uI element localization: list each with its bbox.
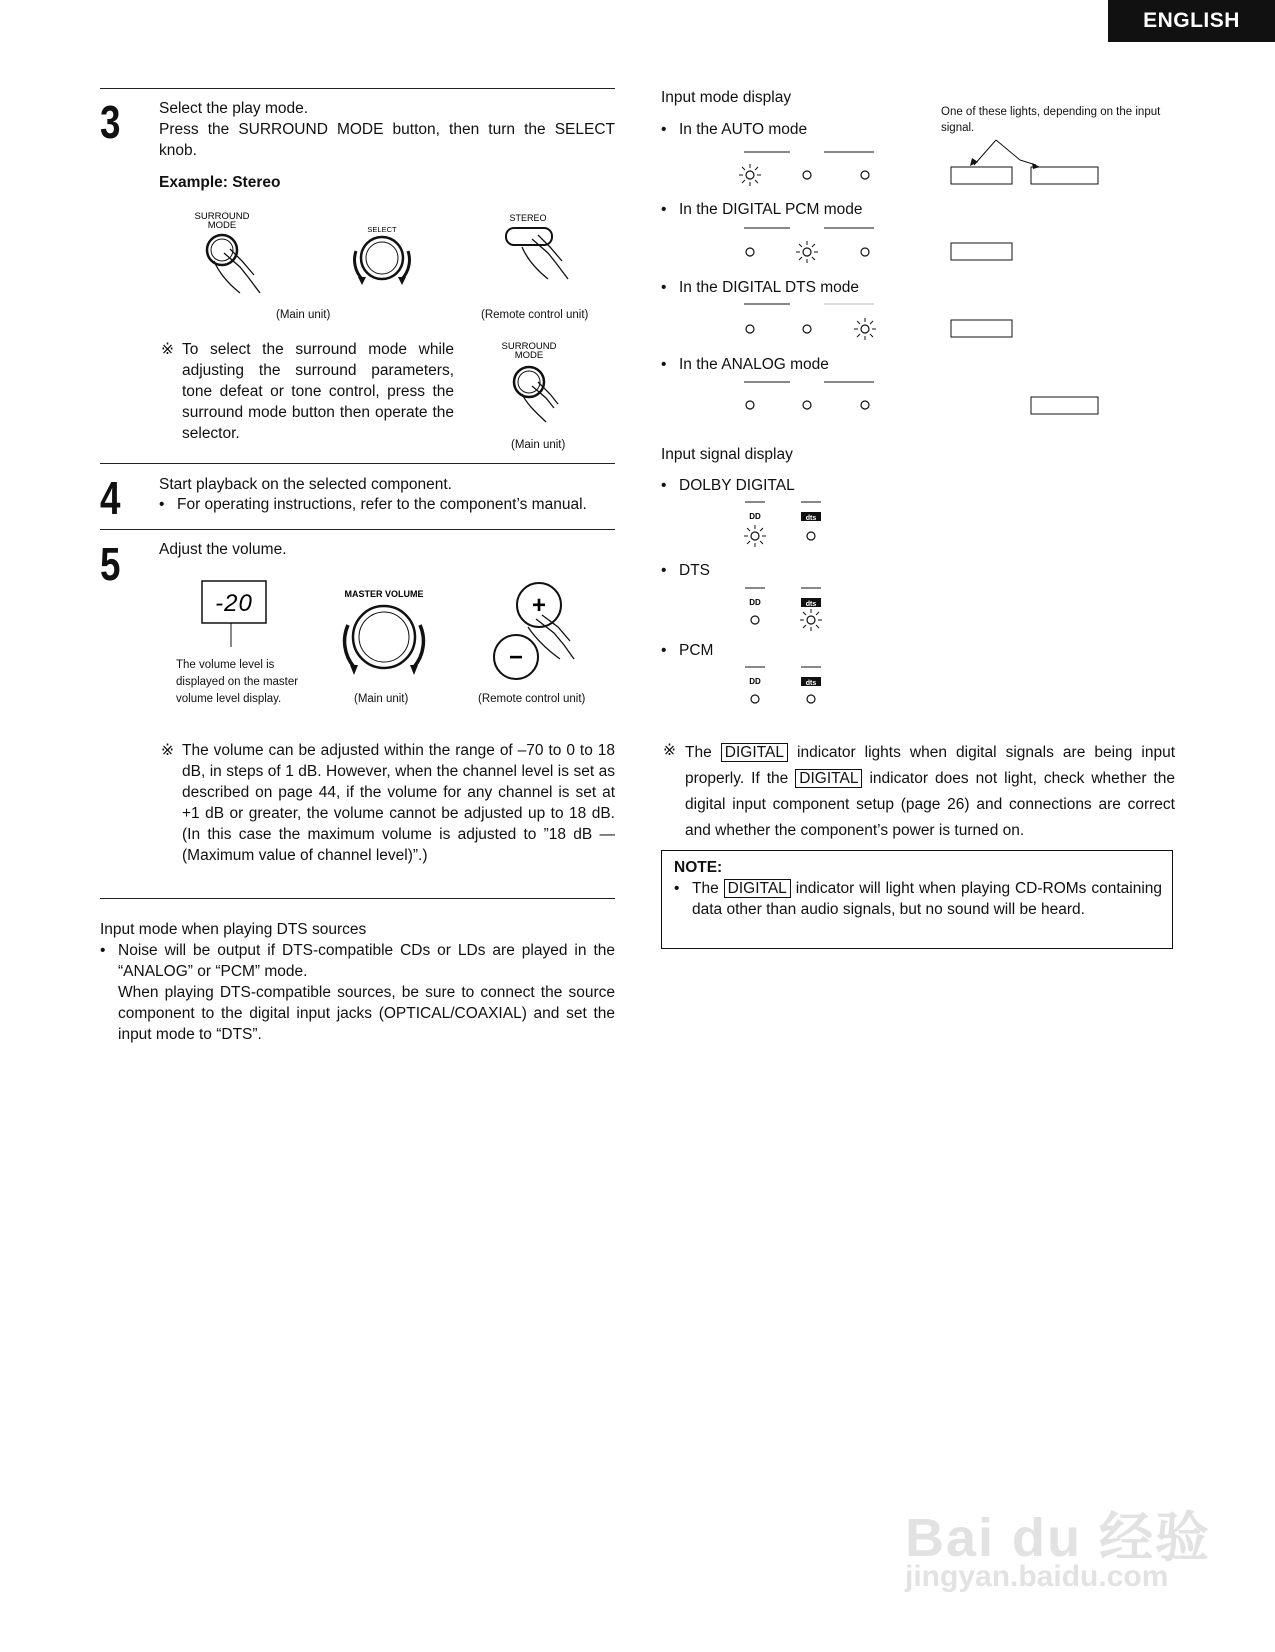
note-text — [692, 878, 1162, 920]
indicator-off — [803, 171, 811, 179]
hand-icon — [214, 249, 260, 293]
step-4-number: 4 — [100, 472, 121, 524]
volume-display-caption: The volume level is displayed on the master volume level display. — [176, 659, 299, 705]
svg-text:dts: dts — [805, 680, 817, 687]
digital-indicator: DIGITAL — [724, 879, 791, 898]
dts-bullet: Noise will be output if DTS-compatible CDs or LDs are played in the “ANALOG” or “PCM” mode. — [118, 942, 615, 980]
bullet-dot: • — [100, 942, 106, 959]
select-label: SELECT — [367, 225, 397, 234]
step-3-number: 3 — [100, 96, 121, 148]
step-5-instruction: Adjust the volume. — [159, 541, 287, 558]
indicator-off — [751, 695, 759, 703]
dolby-icon: DD — [749, 512, 761, 521]
select-knob — [361, 237, 403, 279]
indicator-lit — [744, 525, 766, 547]
caption-remote-unit: (Remote control unit) — [481, 309, 589, 321]
indicator-off — [803, 325, 811, 333]
caption-main-unit: (Main unit) — [276, 309, 331, 321]
indicator-off — [746, 401, 754, 409]
dolby-icon: DD — [749, 677, 761, 686]
surround-label-2: MODE — [514, 350, 544, 361]
bullet-dot: • — [674, 880, 680, 897]
bullet-dot: • — [661, 642, 667, 659]
caption-main-unit: (Main unit) — [354, 693, 409, 705]
indicator-box — [1031, 397, 1098, 414]
indicator-off — [861, 401, 869, 409]
input-signal-heading: Input signal display — [661, 446, 793, 463]
signal-dolby-label: DOLBY DIGITAL — [679, 477, 795, 494]
minus-icon: − — [508, 644, 524, 671]
bullet-dot: • — [661, 562, 667, 579]
note-title: NOTE: — [674, 859, 723, 876]
note-mark: ※ — [161, 742, 174, 759]
mode-analog-label: In the ANALOG mode — [679, 356, 829, 373]
bullet-dot: • — [661, 279, 667, 296]
indicator-off — [807, 695, 815, 703]
divider — [100, 529, 615, 530]
step-4-instruction: Start playback on the selected component. — [159, 476, 452, 493]
bullet-dot: • — [159, 496, 165, 513]
svg-text:dts: dts — [805, 601, 817, 608]
stereo-label: STEREO — [509, 213, 547, 223]
input-signal-indicators — [735, 495, 835, 710]
bullet-dot: • — [661, 356, 667, 373]
surround-label-1: SURROUND — [194, 211, 250, 222]
note-text-p1: The — [692, 880, 719, 897]
indicator-off — [746, 325, 754, 333]
hand-icon — [528, 615, 574, 659]
svg-text:dts: dts — [805, 515, 817, 522]
digital-note-p1: The — [685, 744, 712, 761]
step-3-note: To select the surround mode while adjusting the surround parameters, tone defeat or tone control, press the surround mode button then operate the selector. — [182, 341, 454, 442]
surround-label-1: SURROUND — [501, 341, 557, 352]
step-3-detail: Press the SURROUND MODE button, then turn the SELECT knob. — [159, 121, 615, 159]
step-5-number: 5 — [100, 538, 121, 590]
caption-main-unit: (Main unit) — [511, 439, 566, 451]
note-mark: ※ — [161, 341, 174, 358]
mode-pcm-label: In the DIGITAL PCM mode — [679, 201, 863, 218]
divider — [100, 463, 615, 464]
hand-icon — [522, 382, 558, 422]
language-tab: ENGLISH — [1108, 0, 1275, 42]
indicator-lit — [739, 164, 761, 186]
note-text-p2: indicator will light when playing CD-ROMs containing data other than audio signals, but no sound will be heard. — [692, 880, 1163, 918]
watermark-url: jingyan.baidu.com — [905, 1560, 1169, 1593]
input-mode-heading: Input mode display — [661, 89, 792, 106]
indicator-off — [807, 532, 815, 540]
digital-note-p2: indicator lights when digital signals are being input properly. If the — [685, 744, 1176, 787]
indicator-off — [861, 171, 869, 179]
bullet-dot: • — [661, 477, 667, 494]
divider — [100, 898, 615, 899]
digital-indicator: DIGITAL — [721, 743, 788, 762]
indicator-lit — [800, 609, 822, 631]
indicator-off — [751, 616, 759, 624]
surround-label-2: MODE — [207, 220, 237, 231]
signal-dts-label: DTS — [679, 562, 710, 579]
indicator-off — [746, 248, 754, 256]
indicator-box — [951, 243, 1012, 260]
divider — [100, 88, 615, 89]
dolby-icon: DD — [749, 598, 761, 607]
surround-mode-illustration — [494, 340, 594, 440]
plus-icon: + — [531, 592, 547, 619]
bullet-dot: • — [661, 121, 667, 138]
digital-indicator: DIGITAL — [795, 769, 862, 788]
dts-heading: Input mode when playing DTS sources — [100, 921, 367, 938]
signal-pcm-label: PCM — [679, 642, 714, 659]
example-heading: Example: Stereo — [159, 174, 281, 191]
watermark-logo: Bai du 经验 — [905, 1508, 1212, 1568]
dts-paragraph: When playing DTS-compatible sources, be sure to connect the source component to the digital input jacks (OPTICAL/COAXIAL) and set the input mode to “DTS”. — [118, 984, 615, 1043]
digital-note-p3: indicator does not light, check whether the digital input component setup (page 26) and connections are correct and whether the component’s power is turned on. — [685, 770, 1176, 839]
indicator-off — [861, 248, 869, 256]
master-volume-knob — [353, 606, 415, 668]
indicator-box — [951, 167, 1012, 184]
input-mode-indicators — [720, 120, 1120, 420]
hand-icon — [522, 235, 568, 279]
indicator-lit — [854, 318, 876, 340]
step-4-bullet: For operating instructions, refer to the component’s manual. — [177, 496, 587, 513]
volume-value: -20 — [215, 590, 253, 617]
indicator-off — [803, 401, 811, 409]
master-volume-label: MASTER VOLUME — [344, 589, 424, 599]
indicator-box — [951, 320, 1012, 337]
step-5-note: The volume can be adjusted within the range of –70 to 0 to 18 dB, in steps of 1 dB. However, when the channel level is set as described on page 44, if the volume for any channel is set at +1 dB or greater, the volume cannot be adjusted up to 18 dB. (In this case the maximum volume is adjusted to ”18 dB — (Maximum value of channel level)”.) — [182, 742, 615, 864]
indicator-box — [1031, 167, 1098, 184]
note-mark: ※ — [663, 742, 676, 759]
callout-text: One of these lights, depending on the input signal. — [941, 106, 1161, 134]
mode-auto-label: In the AUTO mode — [679, 121, 808, 138]
step-3-instruction: Select the play mode. — [159, 100, 309, 117]
caption-remote-unit: (Remote control unit) — [478, 693, 586, 705]
mode-dts-label: In the DIGITAL DTS mode — [679, 279, 860, 296]
digital-note — [685, 740, 1175, 844]
note-box — [661, 850, 1173, 949]
indicator-lit — [796, 241, 818, 263]
bullet-dot: • — [661, 201, 667, 218]
